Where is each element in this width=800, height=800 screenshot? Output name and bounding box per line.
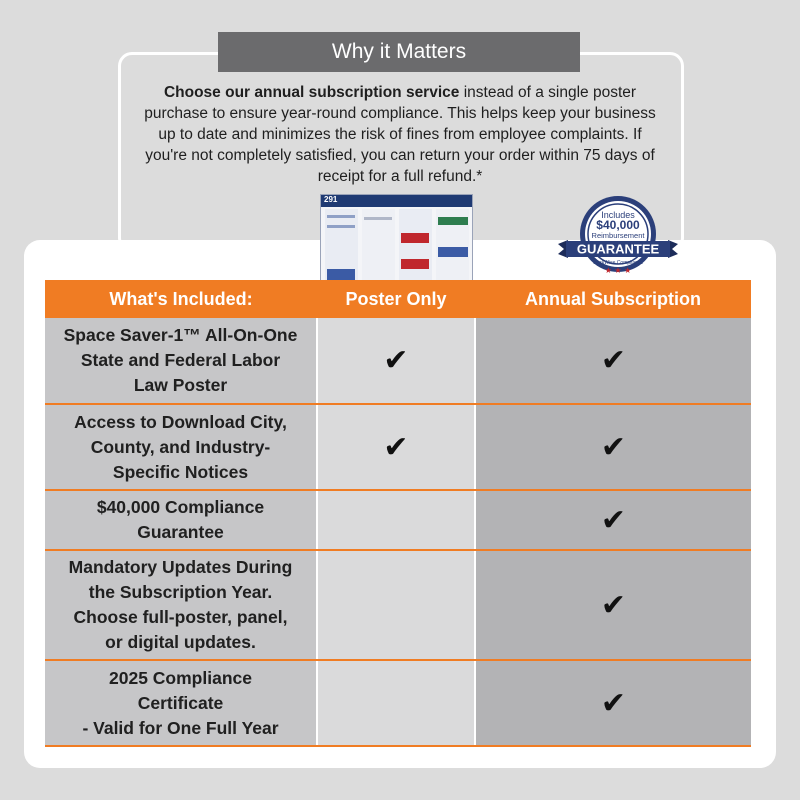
header-annual-subscription: Annual Subscription <box>475 280 751 318</box>
feature-text-line: Law Poster <box>133 375 228 395</box>
header-poster-only: Poster Only <box>317 280 475 318</box>
poster-column <box>362 209 395 287</box>
poster-only-cell <box>317 404 475 490</box>
guarantee-badge-icon <box>556 192 680 284</box>
poster-only-cell <box>317 318 475 404</box>
annual-cell <box>475 318 751 404</box>
feature-text-line: Space Saver-1™ All-On-One <box>63 325 298 345</box>
poster-only-cell <box>317 550 475 660</box>
poster-thumbnail-image <box>320 194 473 292</box>
why-it-matters-title: Why it Matters <box>218 32 580 72</box>
why-text-bold: Choose our annual subscription service <box>163 84 460 101</box>
why-text-rest: instead of a single poster purchase to ensure year-round compliance. This helps keep your business up to date and minimizes the risk of fines from employee complaints. If you're not completely satisfied, you can return your order within 75 days of receipt for a full refund.* <box>144 84 656 185</box>
checkmark-icon: ✔ <box>383 343 409 378</box>
feature-text-line: or digital updates. <box>105 632 256 652</box>
feature-cell <box>45 318 317 404</box>
comparison-table <box>45 280 751 747</box>
feature-text-line: Choose full-poster, panel, <box>73 607 288 627</box>
feature-text-line: 2025 Compliance <box>109 667 252 688</box>
checkmark-icon: ✔ <box>600 343 627 378</box>
table-header-row <box>45 280 751 318</box>
badge-line2: $40,000 <box>596 218 640 232</box>
poster-green-block <box>438 217 468 225</box>
feature-text-line: State and Federal Labor <box>80 350 281 370</box>
poster-only-cell <box>317 490 475 550</box>
poster-text-line <box>327 225 355 228</box>
checkmark-icon: ✔ <box>600 429 627 465</box>
feature-text-line: the Subscription Year. <box>88 582 273 602</box>
checkmark-icon: ✔ <box>600 502 627 538</box>
poster-column <box>399 209 432 287</box>
annual-cell <box>475 490 751 550</box>
feature-text-line: Mandatory Updates During <box>68 557 293 577</box>
header-whats-included: What's Included: <box>45 280 317 318</box>
feature-cell <box>45 404 317 490</box>
feature-cell <box>45 490 317 550</box>
poster-blue-block <box>438 247 468 257</box>
poster-header-band <box>321 195 473 207</box>
table-row <box>45 660 751 746</box>
badge-line3: Reimbursement <box>591 231 645 240</box>
poster-label: 291 <box>324 195 338 204</box>
badge-line1: Includes <box>601 210 635 220</box>
checkmark-icon: ✔ <box>600 587 627 623</box>
feature-text-line: Specific Notices <box>112 461 249 482</box>
badge-ribbon-text: GUARANTEE <box>576 241 660 257</box>
feature-text-line: - Valid for One Full Year <box>82 717 279 738</box>
checkmark-icon: ✔ <box>383 429 409 465</box>
feature-text-line: Access to Download City, <box>74 411 287 432</box>
annual-cell <box>475 404 751 490</box>
checkmark-icon: ✔ <box>600 685 627 721</box>
badge-stars-icon: ★ ★ ★ <box>604 266 632 275</box>
annual-cell <box>475 550 751 660</box>
feature-cell <box>45 660 317 746</box>
table-row <box>45 490 751 550</box>
feature-text-line: Certificate <box>137 692 224 713</box>
feature-text-line: County, and Industry- <box>90 436 271 457</box>
badge-brand: WorkWise Compliance <box>592 260 644 266</box>
table-row <box>45 318 751 404</box>
feature-text-line: $40,000 Compliance <box>96 497 265 517</box>
table-row <box>45 550 751 660</box>
poster-red-block <box>401 233 429 243</box>
poster-only-cell <box>317 660 475 746</box>
feature-cell <box>45 550 317 660</box>
poster-red-block <box>401 259 429 269</box>
feature-text-line: Guarantee <box>137 522 224 542</box>
table-row <box>45 404 751 490</box>
why-it-matters-text <box>140 82 660 187</box>
poster-text-line <box>327 215 355 218</box>
annual-cell <box>475 660 751 746</box>
poster-text-line <box>364 217 392 220</box>
